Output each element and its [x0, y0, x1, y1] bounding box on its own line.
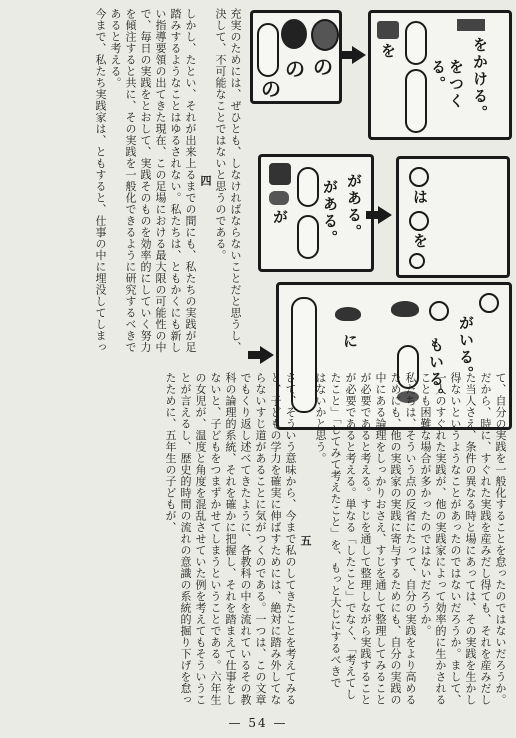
- sentence-label: がいる。: [457, 315, 475, 383]
- particle-label: は: [411, 189, 429, 206]
- blank-circle: [409, 253, 425, 269]
- card-row1: [368, 10, 512, 140]
- blank-slot: [405, 21, 427, 65]
- page-number: — 54 —: [228, 716, 288, 730]
- blank-slot: [297, 167, 319, 207]
- lead-paragraph: 充実のためには、ぜひとも、しなければならないことだと思うし、決して、不可能なことではないと思うのである。: [214, 8, 242, 353]
- arrow-icon: [260, 346, 274, 364]
- picture-illustration: [377, 21, 399, 39]
- blank-circle: [479, 293, 499, 313]
- paragraph-one: しかし、たとい、それが出来上るまでの間にも、私たちの実践が足踏みするようなことはゆるされない。私たちは、ともかくにも新しい指導要領の出てきた現在、この足場における最大限の可能性の中で、毎日の実践をとおして、実践そのものを効率的にしていく努力を傾注すると共に、その実践を一般化できるように研究するべきであると考える。: [109, 8, 197, 353]
- sentence-label: がある。: [321, 179, 339, 247]
- particle-label: を: [411, 233, 429, 250]
- section-heading-five: 五: [299, 535, 312, 547]
- section-heading-four: 四: [199, 174, 212, 187]
- blank-circle: [409, 211, 429, 231]
- paragraph-five: はないかと思う。: [314, 372, 327, 464]
- upper-text-block: [8, 8, 243, 353]
- arrow-icon: [352, 46, 366, 64]
- blank-circle: [429, 301, 449, 321]
- blank-slot: [297, 215, 319, 259]
- sentence-label: をつくる。: [429, 59, 465, 110]
- particle-label: を: [379, 43, 397, 60]
- arrow-icon: [378, 206, 392, 224]
- diagram-area: [248, 6, 510, 405]
- paragraph-six: さて、そういう意味から、今まで私のしてきたことを考えてみると、子どもの学力を確実に伸ばすためには、絶対に踏み外してならないすじ道があることに気がつくのである。一つは、この文章でもくり返し述べてきたように、各教科の中を流れているその教科の論理的系統、それを確かに把握し、それを踏まえて仕事をしないと、子どもをつまずかせてしまうということである。六年生の女児が、温度と角度を混乱させていた例を考えてもそういうことが言えるし、歴史的時間の流れの意識の系統的掘り下げを怠ったために、五年生の子どもが、: [164, 372, 297, 706]
- paragraph-four: 私たちは、そういう点の反省にたって、自分の実践をより高めるためにも、他の実践家の実践に寄与するためにも、自分の実践の中にある論理をしっかりおさえ、すじを通して整理してみることが必要であると考える。すじを通して整理しながら実践することが必要であると考える。単なる「したこと」でなく、「考えてしたこと」「してみて考えたこと」を、もっと大じにするべきで: [329, 372, 417, 706]
- card-portraits: [250, 10, 342, 104]
- bird-illustration: [391, 301, 419, 317]
- particle-no: の: [313, 55, 333, 79]
- paragraph-two: 今まで、私たち実践家は、ともすると、仕事の中に埋没してしまっ: [94, 8, 107, 353]
- bird-illustration: [335, 307, 361, 321]
- animal-illustration: [269, 191, 289, 205]
- card-row2-right: [396, 156, 510, 278]
- blank-circle: [409, 167, 429, 187]
- face-illustration: [281, 19, 307, 49]
- blank-slot: [257, 23, 279, 77]
- particle-no: の: [285, 57, 305, 81]
- sentence-label: をかける。: [471, 37, 489, 122]
- paragraph-three: て、自分の実践を一般化することを怠ったのではないだろうか。だから、時に、すぐれた実践を産みだし得ても、それを産みだした当人さえ、条件の異なる時と場にあっては、その実践を生かし得ないというようなことがあったのではないだろうか。まして、一人のすぐれた実践が、他の実践家によって効率的に生かされることも困難な場合が多かったのではないだろうか。: [419, 372, 507, 706]
- animal-illustration: [269, 163, 291, 185]
- particle-label: に: [341, 333, 359, 350]
- sentence-label: がある。: [345, 173, 363, 241]
- picture-illustration: [457, 19, 485, 31]
- card-row2-left: [258, 154, 374, 272]
- sentence-label: もいる。: [427, 337, 445, 405]
- particle-no: の: [261, 77, 281, 101]
- face-illustration: [311, 19, 339, 51]
- lower-text-block: [8, 372, 508, 710]
- blank-slot: [405, 69, 427, 133]
- particle-label: が: [271, 209, 289, 226]
